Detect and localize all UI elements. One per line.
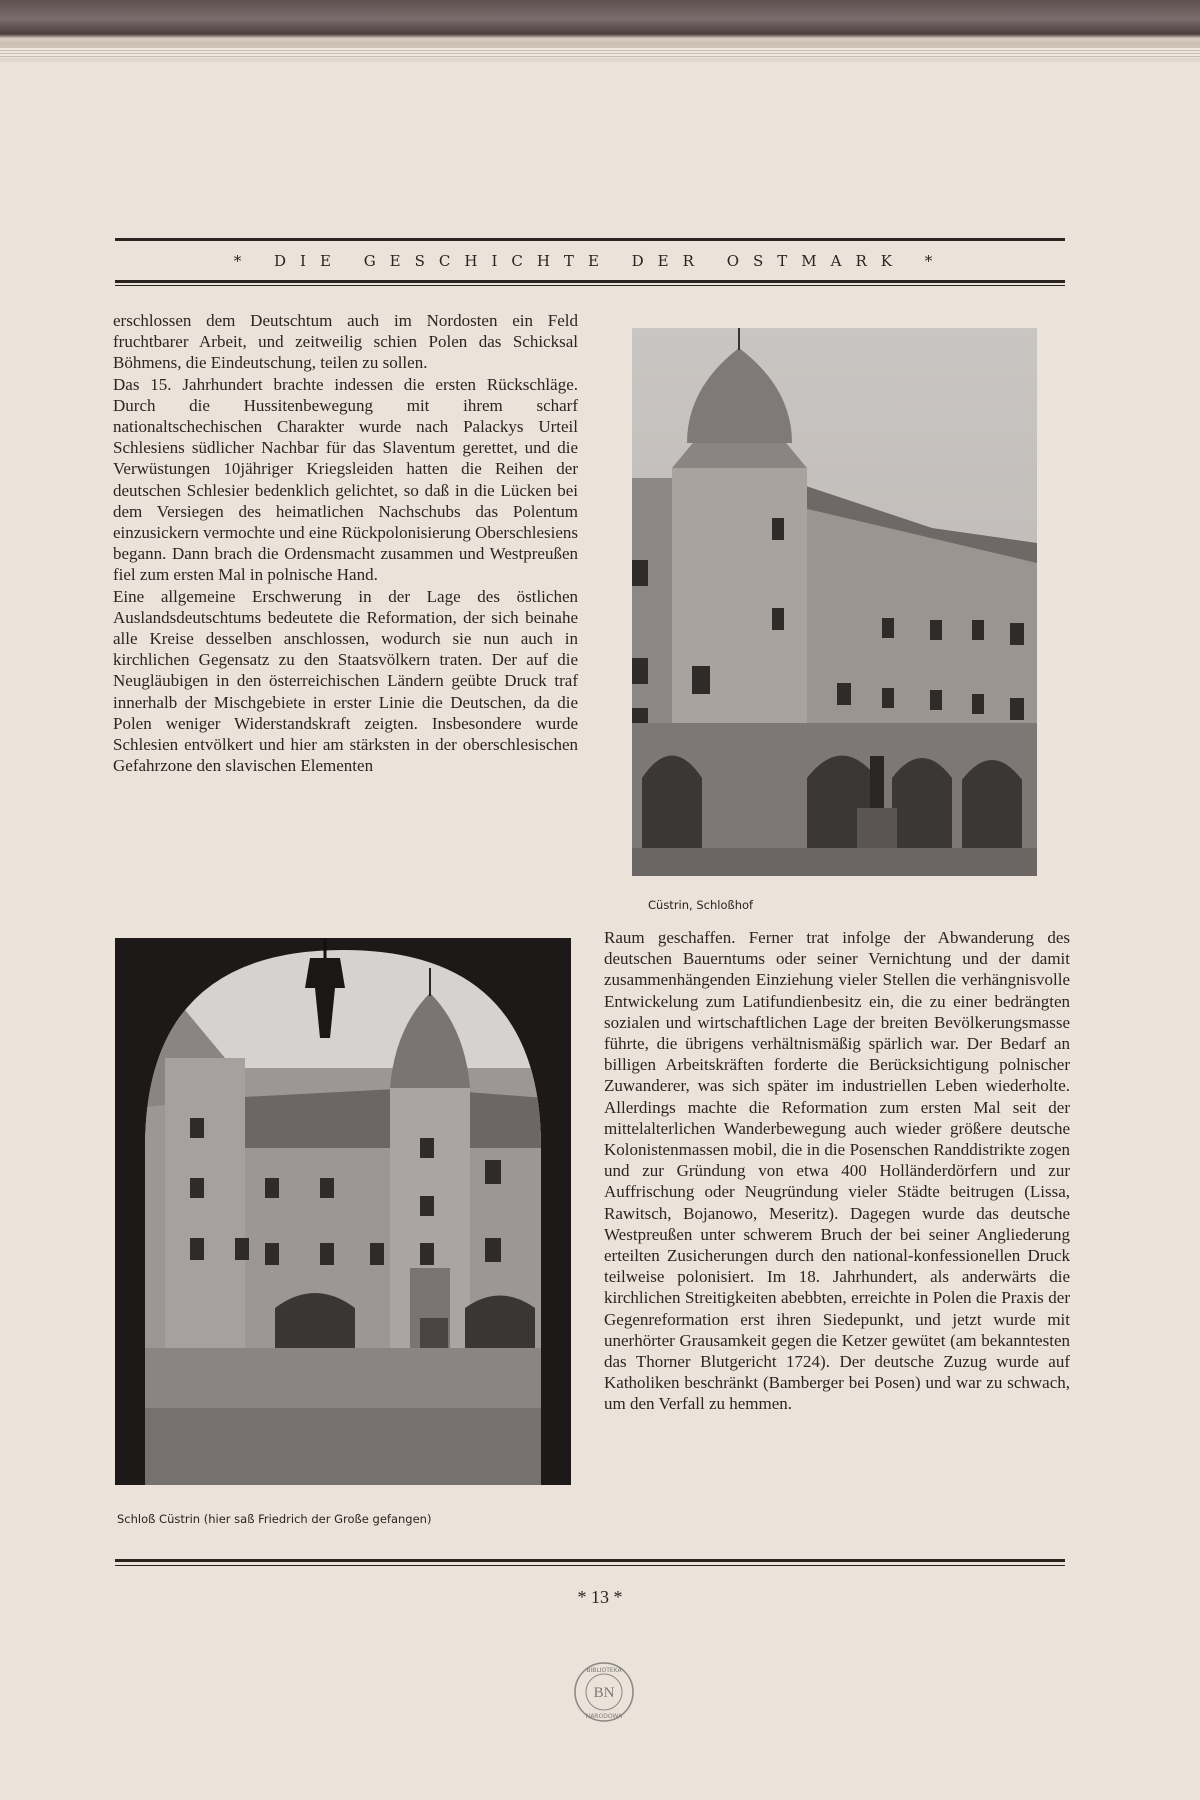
stamp-text: NARODOWA xyxy=(585,1713,623,1720)
book-edge xyxy=(0,0,1200,62)
paragraph: Das 15. Jahrhundert brachte indessen die ersten Rückschläge. Durch die Hussitenbewegung mit ihrem scharf nationaltschechischen Charakter wurde nach Palackys Urteil Schlesiens südlicher Nachbar für das Slaventum gerettet, und die Verwüstungen 10jähriger Kriegsleiden hatten die Reihen der deutschen Schlesier bedenklich gelichtet, so daß in die Lücken bei dem Versiegen des heimatlichen Nachschubs das Polentum einzusickern vermochte und eine Rückpolonisierung Oberschlesiens begann. Dann brach die Ordensmacht zusammen und Westpreußen fiel zum ersten Mal in polnische Hand. xyxy=(113,374,579,585)
stamp-text: BN xyxy=(593,1685,615,1701)
paragraph: Eine allgemeine Erschwerung in der Lage des östlichen Auslandsdeutschtums bedeutete die Reformation, der sich beinahe alle Kreise desselben anschlossen, wodurch sie nun auch in kirchlichen Gegensatz zu den Staatsvölkern traten. Der auf die Neugläubigen in den österreichischen Ländern geübte Druck traf innerhalb der Mischgebiete in erster Linie die Deutschen, da die Polen weniger Widerstandskraft zeigten. Insbesondere wurde Schlesien entvölkert und hier am stärksten in der oberschlesischen Gefahrzone den slavischen Elementen xyxy=(113,586,578,776)
caption-top-photo: Cüstrin, Schloßhof xyxy=(648,898,754,912)
paragraph: erschlossen dem Deutschtum auch im Nordosten ein Feld fruchtbarer Arbeit, und zeitweilig schien Polen das Schicksal Böhmens, die Eindeutschung, teilen zu sollen. xyxy=(113,311,578,373)
stamp-text: BIBLIOTEKA xyxy=(586,1667,622,1674)
left-column-text xyxy=(113,310,578,776)
page-number: * 13 * xyxy=(577,1587,623,1607)
photo-schlosshof xyxy=(632,328,1037,876)
photo-schloss-custrin xyxy=(115,938,571,1485)
library-stamp xyxy=(573,1661,635,1723)
footer-rule-top xyxy=(115,1559,1065,1562)
caption-bottom-photo: Schloß Cüstrin (hier saß Friedrich der Große gefangen) xyxy=(117,1512,432,1526)
header-rule-top xyxy=(115,238,1065,241)
running-header: * DIE GESCHICHTE DER OSTMARK * xyxy=(233,252,947,270)
right-column-text xyxy=(604,927,1070,1415)
header-rule-bottom xyxy=(115,280,1065,283)
paragraph: Raum geschaffen. Ferner trat infolge der Abwanderung des deutschen Bauerntums oder seiner Vernichtung und der damit zusammenhängenden Einziehung vieler Stellen die verhängnisvolle Entwickelung zum Latifundienbesitz ein, die zu einer bedrängten sozialen und wirtschaftlichen Lage der breiten Bevölkerungsmasse führte, die übrigens verhältnismäßig spärlich war. Der Bedarf an billigen Arbeitskräften forderte die Berücksichtigung polnischer Zuwanderer, was sich später im industriellen Leben wiederholte. Allerdings machte die Reformation zum ersten Mal seit der mittelalterlichen Wanderbewegung auch wieder größere deutsche Kolonistenmassen mobil, die in die Posenschen Randdistrikte zogen und zur Gründung von etwa 400 Holländerdörfern und zur Auffrischung oder Neugründung vieler Städte beitrugen (Lissa, Rawitsch, Bojanowo, Meseritz). Dagegen wurde das deutsche Westpreußen unter schwerem Bruch der bei seiner Angliederung erteilten Zusicherungen durch den national-konfessionellen Druck teilweise polonisiert. Im 18. Jahrhundert, als anderwärts die kirchlichen Streitigkeiten abebbten, erreichte in Polen die Praxis der Gegenreformation erst ihren Siedepunkt, und jetzt wurde mit unerhörter Grausamkeit gegen die Ketzer gewütet (am bekanntesten das Thorner Blutgericht 1724). Der deutsche Zuzug wurde auf Katholiken beschränkt (Bamberger bei Posen) und war zu schwach, um den Verfall zu hemmen. xyxy=(604,928,1070,1414)
